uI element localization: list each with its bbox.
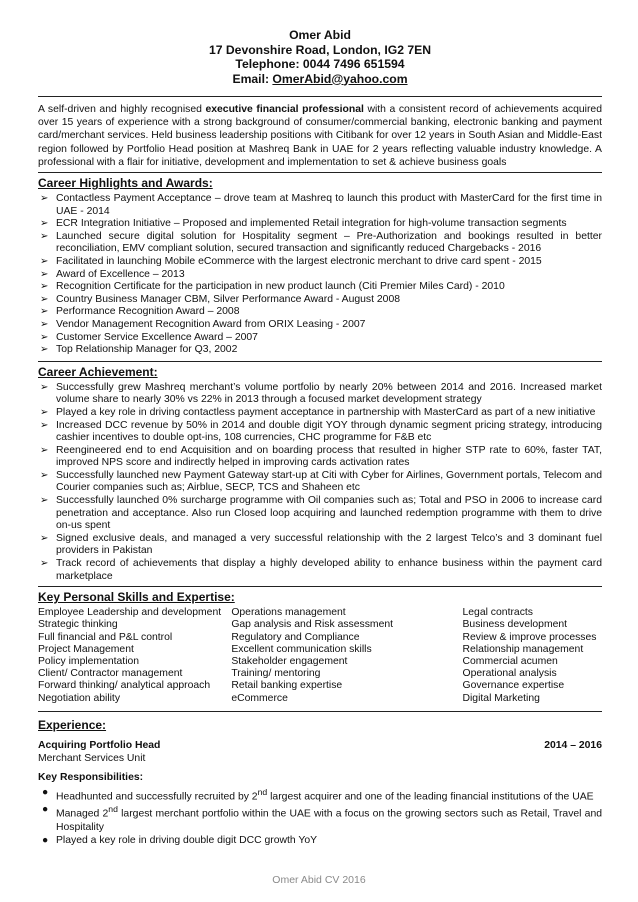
- responsibilities-title: Key Responsibilities:: [38, 771, 144, 783]
- skill-item: Governance expertise: [462, 680, 565, 692]
- summary-bold: executive financial professional: [205, 104, 364, 115]
- section-title-achievement: Career Achievement:: [38, 364, 158, 379]
- skill-item: Client/ Contractor management: [38, 668, 183, 680]
- list-item: ➢ Recognition Certificate for the participation in new product launch (Citi Premier Miles Card) - 2010: [40, 281, 505, 293]
- skill-item: Commercial acumen: [462, 656, 558, 668]
- skill-item: Forward thinking/ analytical approach: [38, 680, 211, 692]
- arrow-bullet-icon: ➢: [40, 469, 49, 481]
- skill-item: Project Management: [38, 643, 134, 655]
- list-item: ➢ Customer Service Excellence Award – 2007: [40, 331, 258, 343]
- skills-column: [38, 607, 231, 705]
- skill-item: Business development: [462, 619, 568, 631]
- skill-item: Legal contracts: [462, 607, 533, 619]
- list-item: ➢ Track record of achievements that display a highly developed ability to enhance business within the payment card marketplace: [40, 558, 602, 582]
- skill-item: Excellent communication skills: [231, 643, 372, 655]
- professional-summary: [38, 103, 602, 169]
- skill-item: Negotiation ability: [38, 692, 121, 704]
- cv-page: [38, 28, 602, 847]
- arrow-bullet-icon: ➢: [40, 406, 49, 418]
- list-item: ➢ Increased DCC revenue by 50% in 2014 and double digit YOY through dynamic segment pricing strategy, introducing cashier incentives to double opt-ins, 108 currencies, CHC programme for F&B etc: [40, 419, 602, 444]
- list-item: ➢ Launched secure digital solution for Hospitality segment – Pre-Authorization and bookings resulted in better reconciliation, EMV compliant solution, secured transaction and significantly reduced Chargebacks - 2016: [40, 230, 602, 255]
- skill-item: Operational analysis: [462, 668, 557, 680]
- list-item: ➢ ECR Integration Initiative – Proposed and implemented Retail integration for high-volume transaction segments: [40, 218, 567, 230]
- skill-item: Operations management: [231, 607, 346, 619]
- list-item: ● Played a key role in driving double digit DCC growth YoY: [42, 834, 318, 846]
- skill-item: Digital Marketing: [462, 692, 540, 704]
- divider: [38, 711, 602, 712]
- summary-text-2: with a consistent record of achievements acquired over 15 years of experience with a strong background of consumer/commercial banking, electronic banking and payment card/merchant services. Held business leadership positions with Citibank for over 12 years in South Asian and Middle-East region followed by Portfolio Head position at Mashreq Bank in UAE for 2 years reflecting valuable industry knowledge. A professional with a flair for initiative, development and implementation to set & achieve business goals: [38, 104, 602, 168]
- skill-item: Strategic thinking: [38, 619, 118, 631]
- skill-item: Employee Leadership and development: [38, 607, 222, 619]
- list-item: ➢ Facilitated in launching Mobile eCommerce with the largest electronic merchant to drive card spent - 2015: [40, 255, 542, 267]
- skill-item: Training/ mentoring: [231, 668, 321, 680]
- divider: [38, 96, 602, 97]
- arrow-bullet-icon: ➢: [40, 193, 49, 205]
- arrow-bullet-icon: ➢: [40, 331, 49, 343]
- section-title-highlights: Career Highlights and Awards:: [38, 176, 213, 191]
- candidate-name: Omer Abid: [289, 28, 351, 42]
- section-title-skills: Key Personal Skills and Expertise:: [38, 590, 235, 605]
- section-title-experience: Experience:: [38, 717, 107, 732]
- job-unit: Merchant Services Unit: [38, 752, 146, 764]
- list-item: ➢ Successfully launched 0% surcharge programme with Oil companies such as; Total and PSO in 2006 to increase card penetration and acceptance. Also run Closed loop acquiring and launched redemption programme with them to drive on-us spent: [40, 495, 602, 532]
- list-item: ➢ Successfully launched new Payment Gateway start-up at Citi with Cyber for Airlines, Government portals, Telecom and Courier companies such as; Airblue, SECP, TCS and Shaheen etc: [40, 469, 602, 494]
- list-item: ➢ Award of Excellence – 2013: [40, 268, 185, 280]
- email-line: [38, 72, 602, 87]
- skill-item: Review & improve processes: [462, 631, 597, 643]
- cv-header: [38, 28, 602, 86]
- arrow-bullet-icon: ➢: [40, 444, 49, 456]
- job-dates: 2014 – 2016: [544, 739, 602, 751]
- arrow-bullet-icon: ➢: [40, 230, 49, 242]
- arrow-bullet-icon: ➢: [40, 281, 49, 293]
- list-item: ➢ Reengineered end to end Acquisition and on boarding process that resulted in higher STP rate to 60%, faster TAT, improved NPS score and indirectly helped in improving cards activation rates: [40, 444, 602, 469]
- list-item: ➢ Contactless Payment Acceptance – drove team at Mashreq to launch this product with MasterCard for the first time in UAE - 2014: [40, 193, 602, 217]
- email-link[interactable]: OmerAbid@yahoo.com: [272, 71, 408, 86]
- list-item: ● Managed 2nd largest merchant portfolio within the UAE with a focus on the growing sectors such as Retail, Travel and Hospitality: [42, 804, 603, 833]
- list-item: ➢ Successfully grew Mashreq merchant’s volume portfolio by nearly 20% between 2014 and 2016. Increased market volume share to nearly 30% vs 22% in 2013 through a focused market development strategy: [40, 381, 602, 406]
- list-item: ➢ Performance Recognition Award – 2008: [40, 306, 240, 318]
- skills-column: [463, 607, 603, 705]
- arrow-bullet-icon: ➢: [40, 558, 49, 570]
- skill-item: Policy implementation: [38, 656, 140, 668]
- skill-item: Stakeholder engagement: [231, 656, 348, 668]
- arrow-bullet-icon: ➢: [40, 268, 49, 280]
- arrow-bullet-icon: ➢: [40, 318, 49, 330]
- arrow-bullet-icon: ➢: [40, 532, 49, 544]
- list-item: ● Headhunted and successfully recruited by 2nd largest acquirer and one of the leading financial institutions of the UAE: [42, 786, 594, 803]
- divider: [38, 586, 602, 587]
- skill-item: eCommerce: [231, 692, 288, 704]
- divider: [38, 361, 602, 362]
- achievement-list: [38, 382, 602, 584]
- job-title: Acquiring Portfolio Head: [38, 739, 161, 751]
- skill-item: Full financial and P&L control: [38, 631, 173, 643]
- list-item: ➢ Played a key role in driving contactless payment acceptance in partnership with MasterCard as part of a new initiative: [40, 406, 596, 418]
- highlights-list: [38, 193, 602, 357]
- bullet-icon: ●: [42, 804, 49, 816]
- arrow-bullet-icon: ➢: [40, 344, 49, 356]
- list-item: ➢ Country Business Manager CBM, Silver Performance Award - August 2008: [40, 293, 401, 305]
- divider: [38, 172, 602, 173]
- arrow-bullet-icon: ➢: [40, 293, 49, 305]
- job-header: [38, 739, 602, 752]
- responsibilities-list: [38, 786, 602, 847]
- skill-item: Retail banking expertise: [231, 680, 343, 692]
- arrow-bullet-icon: ➢: [40, 218, 49, 230]
- page-footer: Omer Abid CV 2016: [272, 874, 366, 886]
- skills-column: [231, 607, 462, 705]
- skills-grid: [38, 607, 602, 705]
- list-item: ➢ Signed exclusive deals, and managed a very successful relationship with the 2 largest Telco’s and 3 dominant fuel providers in Pakistan: [40, 532, 602, 557]
- email-label: Email:: [232, 71, 273, 86]
- bullet-icon: ●: [42, 786, 49, 798]
- skill-item: Regulatory and Compliance: [231, 631, 360, 643]
- arrow-bullet-icon: ➢: [40, 306, 49, 318]
- telephone: Telephone: 0044 7496 651594: [235, 57, 405, 71]
- arrow-bullet-icon: ➢: [40, 255, 49, 267]
- arrow-bullet-icon: ➢: [40, 381, 49, 393]
- list-item: ➢ Vendor Management Recognition Award from ORIX Leasing - 2007: [40, 318, 366, 330]
- summary-text-1: A self-driven and highly recognised: [38, 104, 206, 115]
- address: 17 Devonshire Road, London, IG2 7EN: [208, 42, 432, 57]
- skill-item: Relationship management: [462, 643, 584, 655]
- arrow-bullet-icon: ➢: [40, 419, 49, 431]
- list-item: ➢ Top Relationship Manager for Q3, 2002: [40, 344, 238, 356]
- arrow-bullet-icon: ➢: [40, 495, 49, 507]
- skill-item: Gap analysis and Risk assessment: [231, 619, 394, 631]
- bullet-icon: ●: [42, 834, 49, 846]
